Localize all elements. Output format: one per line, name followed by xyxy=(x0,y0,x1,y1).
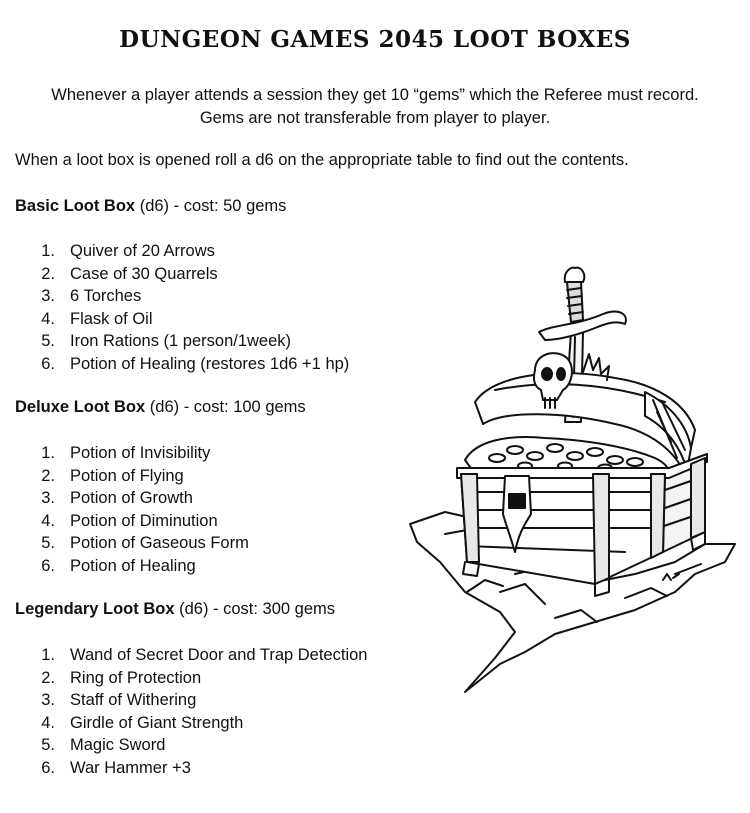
item-number: 1. xyxy=(41,646,55,664)
instruction-text: When a loot box is opened roll a d6 on the appropriate table to find out the contents. xyxy=(15,151,629,169)
item-text: Wand of Secret Door and Trap Detection xyxy=(70,646,368,664)
item-text: Staff of Withering xyxy=(70,691,197,709)
list-item xyxy=(15,263,349,286)
item-number: 2. xyxy=(41,264,55,283)
item-text: Potion of Gaseous Form xyxy=(70,534,249,552)
list-item xyxy=(15,330,349,353)
deluxe-loot-box-list xyxy=(15,442,249,577)
treasure-chest-icon xyxy=(405,262,740,702)
section-name: Legendary Loot Box xyxy=(15,600,175,618)
item-number: 3. xyxy=(41,287,55,305)
item-text: Quiver of 20 Arrows xyxy=(70,242,215,260)
section-name: Deluxe Loot Box xyxy=(15,398,146,416)
item-text: Iron Rations (1 person/1week) xyxy=(70,332,292,350)
list-item xyxy=(15,644,367,667)
deluxe-loot-box-heading xyxy=(15,398,306,417)
intro-line-1: Whenever a player attends a session they get 10 “gems” which the Referee must record. xyxy=(51,86,699,104)
list-item xyxy=(15,510,249,533)
basic-loot-box-heading xyxy=(15,197,286,216)
item-number: 5. xyxy=(41,332,55,350)
list-item xyxy=(15,532,249,555)
list-item xyxy=(15,487,249,510)
item-text: Potion of Flying xyxy=(70,466,184,485)
list-item xyxy=(15,442,249,465)
list-item xyxy=(15,308,349,331)
list-item xyxy=(15,353,349,376)
item-text: Potion of Growth xyxy=(70,489,193,507)
item-number: 3. xyxy=(41,489,55,507)
item-number: 5. xyxy=(41,534,55,552)
item-text: Girdle of Giant Strength xyxy=(70,713,244,732)
item-text: Potion of Invisibility xyxy=(70,444,211,462)
list-item xyxy=(15,734,367,757)
basic-loot-box-list xyxy=(15,240,349,375)
section-detail: (d6) - cost: 300 gems xyxy=(174,600,335,618)
legendary-loot-box-list xyxy=(15,644,367,779)
item-number: 3. xyxy=(41,691,55,709)
list-item xyxy=(15,285,349,308)
intro-line-2: Gems are not transferable from player to player. xyxy=(199,109,551,127)
item-text: Potion of Healing xyxy=(70,556,196,575)
item-text: Potion of Diminution xyxy=(70,511,218,530)
item-number: 4. xyxy=(41,309,55,328)
item-number: 5. xyxy=(41,736,55,754)
list-item xyxy=(15,465,249,488)
list-item xyxy=(15,689,367,712)
list-item xyxy=(15,555,249,578)
section-detail: (d6) - cost: 50 gems xyxy=(135,197,287,215)
item-number: 1. xyxy=(41,444,55,462)
item-number: 2. xyxy=(41,668,55,687)
item-text: 6 Torches xyxy=(70,287,142,305)
item-text: Ring of Protection xyxy=(70,668,202,687)
item-number: 4. xyxy=(41,511,55,530)
intro-paragraph xyxy=(20,84,730,130)
legendary-loot-box-heading xyxy=(15,600,335,619)
list-item xyxy=(15,667,367,690)
item-text: Magic Sword xyxy=(70,736,166,754)
item-number: 1. xyxy=(41,242,55,260)
section-detail: (d6) - cost: 100 gems xyxy=(145,398,306,416)
list-item xyxy=(15,240,349,263)
item-number: 6. xyxy=(41,556,55,575)
item-number: 2. xyxy=(41,466,55,485)
item-number: 6. xyxy=(41,758,55,777)
item-number: 4. xyxy=(41,713,55,732)
item-number: 6. xyxy=(41,354,55,373)
item-text: Potion of Healing (restores 1d6 +1 hp) xyxy=(70,354,350,373)
list-item xyxy=(15,757,367,780)
section-name: Basic Loot Box xyxy=(15,197,136,215)
list-item xyxy=(15,712,367,735)
item-text: Flask of Oil xyxy=(70,309,153,328)
item-text: War Hammer +3 xyxy=(70,758,191,777)
item-text: Case of 30 Quarrels xyxy=(70,264,218,283)
page-title: DUNGEON GAMES 2045 LOOT BOXES xyxy=(119,26,631,53)
